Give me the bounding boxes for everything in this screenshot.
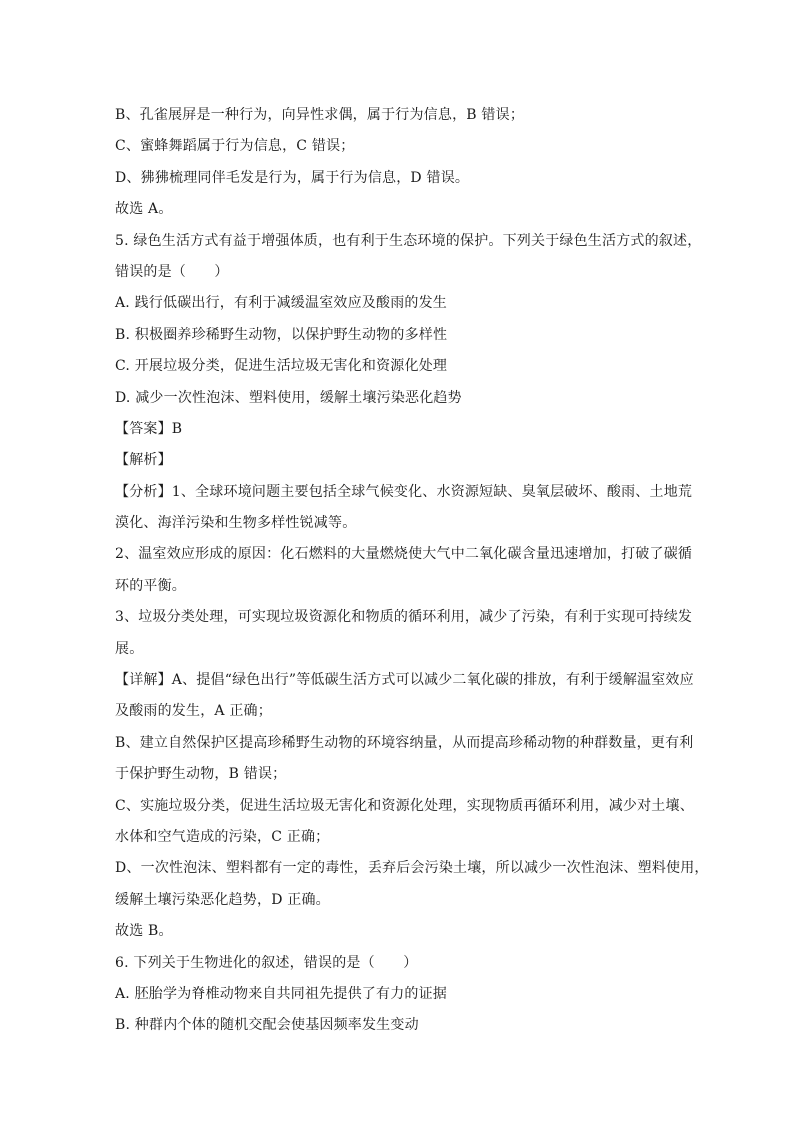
question-6-stem: 6. 下列关于生物进化的叙述，错误的是（ ）: [115, 954, 418, 971]
analysis-point-1-line-1: 【分析】1、全球环境问题主要包括全球气候变化、水资源短缺、臭氧层破坏、酸雨、土地荒: [115, 483, 693, 500]
question-5-explanation-heading: 【解析】: [115, 452, 172, 469]
question-5-option-d: D. 减少一次性泡沫、塑料使用，缓解土壤污染恶化趋势: [115, 389, 462, 406]
question-5-answer: 【答案】B: [115, 420, 183, 437]
text-line-choose-a: 故选 A。: [115, 201, 173, 218]
question-5-option-b: B. 积极圈养珍稀野生动物，以保护野生动物的多样性: [115, 326, 448, 343]
detail-c-line-1: C、实施垃圾分类，促进生活垃圾无害化和资源化处理，实现物质再循环利用，减少对土壤、: [115, 797, 694, 814]
analysis-point-1-line-2: 漠化、海洋污染和生物多样性锐减等。: [115, 515, 357, 532]
document-body: [115, 100, 709, 1042]
question-6-option-a: A. 胚胎学为脊椎动物来自共同祖先提供了有力的证据: [115, 985, 448, 1002]
detail-a-line-2: 及酸雨的发生，A 正确；: [115, 703, 272, 720]
question-5-stem-line-1: 5. 绿色生活方式有益于增强体质，也有利于生态环境的保护。下列关于绿色生活方式的叙述，: [115, 232, 702, 249]
question-5-option-a: A. 践行低碳出行，有利于减缓温室效应及酸雨的发生: [115, 295, 448, 312]
question-6-option-b: B. 种群内个体的随机交配会使基因频率发生变动: [115, 1017, 419, 1034]
text-line-option-b-peacock: B、孔雀展屏是一种行为，向异性求偶，属于行为信息，B 错误；: [115, 107, 525, 123]
detail-d-line-1: D、一次性泡沫、塑料都有一定的毒性，丢弃后会污染土壤，所以减少一次性泡沫、塑料使用，: [115, 860, 709, 877]
question-5-stem-line-2: 错误的是（ ）: [115, 263, 229, 280]
detail-a-line-1: 【详解】A、提倡“绿色出行”等低碳生活方式可以减少二氧化碳的排放，有利于缓解温室效应: [115, 672, 694, 689]
detail-b-line-1: B、建立自然保护区提高珍稀野生动物的环境容纳量，从而提高珍稀动物的种群数量，更有利: [115, 734, 694, 751]
analysis-point-2-line-2: 环的平衡。: [115, 577, 186, 594]
text-line-choose-b: 故选 B。: [115, 923, 173, 940]
question-5-option-c: C. 开展垃圾分类，促进生活垃圾无害化和资源化处理: [115, 358, 448, 375]
analysis-point-3-line-2: 展。: [115, 640, 144, 657]
detail-d-line-2: 缓解土壤污染恶化趋势，D 正确。: [115, 891, 330, 908]
detail-b-line-2: 于保护野生动物，B 错误；: [115, 766, 287, 783]
analysis-point-3-line-1: 3、垃圾分类处理，可实现垃圾资源化和物质的循环利用，减少了污染，有利于实现可持续发: [115, 609, 693, 626]
text-line-option-c-bee: C、蜜蜂舞蹈属于行为信息，C 错误；: [115, 138, 355, 155]
analysis-point-2-line-1: 2、温室效应形成的原因：化石燃料的大量燃烧使大气中二氧化碳含量迅速增加，打破了碳循: [115, 546, 693, 563]
text-line-option-d-baboon: D、狒狒梳理同伴毛发是行为，属于行为信息，D 错误。: [115, 169, 470, 186]
detail-c-line-2: 水体和空气造成的污染，C 正确；: [115, 828, 330, 845]
